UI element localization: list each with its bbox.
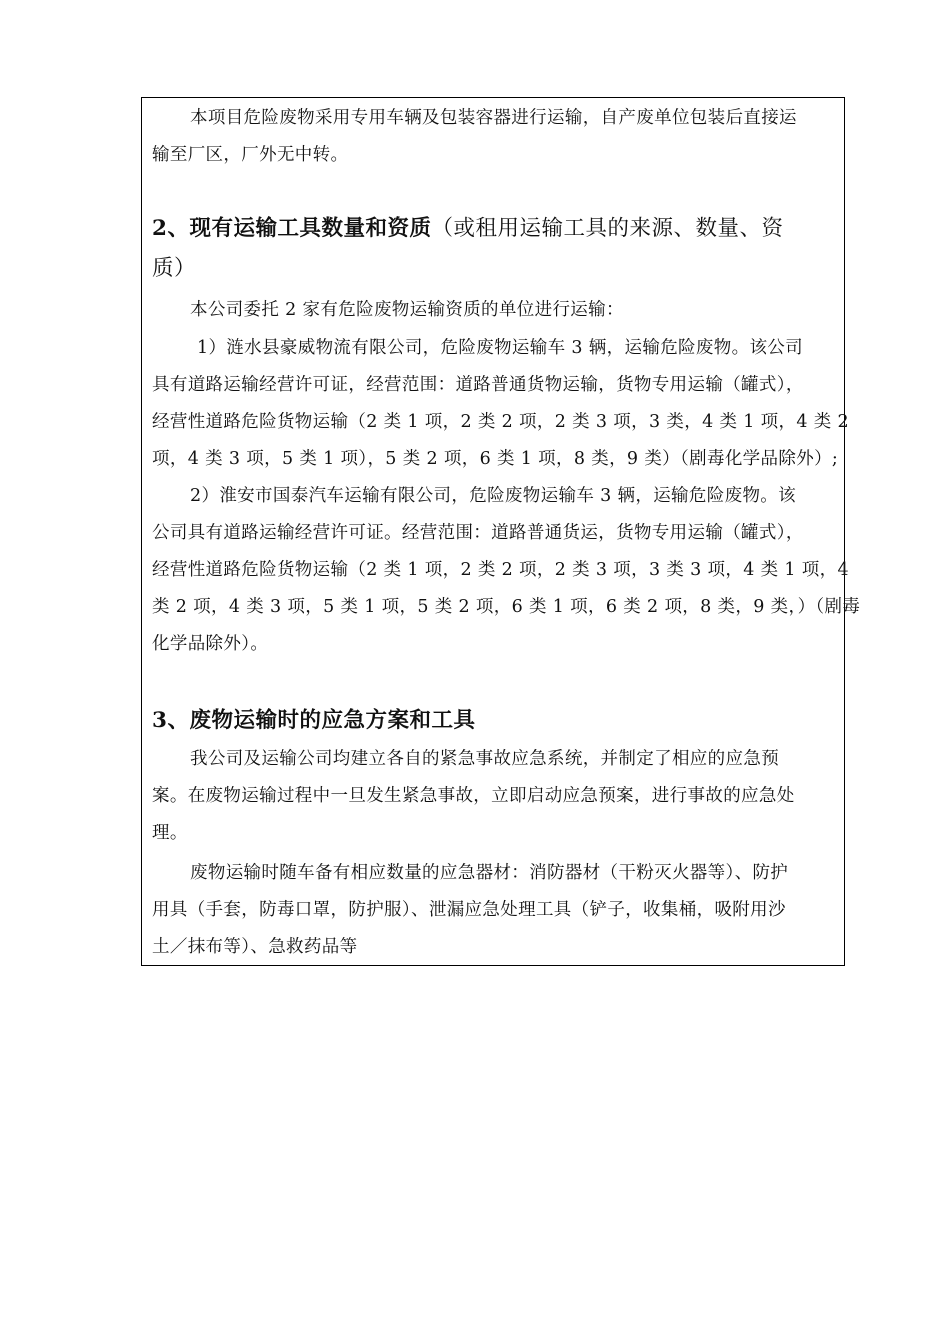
item1-line-4: 项，4 类 3 项，5 类 1 项），5 类 2 项，6 类 1 项，8 类，9 类）（剧毒化学品除外）; xyxy=(152,449,839,469)
section3-para1-line-1: 我公司及运输公司均建立各自的紧急事故应急系统，并制定了相应的应急预 xyxy=(190,749,780,769)
section3-para2-line-3: 土／抹布等）、急救药品等 xyxy=(152,937,358,957)
section2-heading-line-1 xyxy=(152,215,783,243)
section3-para2-line-1: 废物运输时随车备有相应数量的应急器材：消防器材（干粉灭火器等）、防护 xyxy=(190,863,789,883)
item1-line-3: 经营性道路危险货物运输（2 类 1 项，2 类 2 项，2 类 3 项，3 类，4 类 1 项，4 类 2 xyxy=(152,412,849,432)
section2-heading-light: （或租用运输工具的来源、数量、资 xyxy=(431,216,784,241)
section3-para1-line-2: 案。在废物运输过程中一旦发生紧急事故，立即启动应急预案，进行事故的应急处 xyxy=(152,786,795,806)
section2-heading-bold: 2、现有运输工具数量和资质 xyxy=(152,216,432,241)
section2-heading-light-2: 质） xyxy=(152,256,197,281)
section1-line-1: 本项目危险废物采用专用车辆及包装容器进行运输，自产废单位包装后直接运 xyxy=(190,108,797,128)
section3-para1-line-3: 理。 xyxy=(152,823,188,843)
section3-para2-line-2: 用具（手套，防毒口罩，防护服）、泄漏应急处理工具（铲子，收集桶，吸附用沙 xyxy=(152,900,786,920)
item2-line-1: 2）淮安市国泰汽车运输有限公司，危险废物运输车 3 辆，运输危险废物。该 xyxy=(190,486,796,506)
item2-line-4: 类 2 项，4 类 3 项，5 类 1 项，5 类 2 项，6 类 1 项，6 类 2 项，8 类，9 类，）（剧毒 xyxy=(152,597,861,617)
section2-heading-line-2 xyxy=(152,255,196,283)
item1-line-2: 具有道路运输经营许可证，经营范围：道路普通货物运输，货物专用运输（罐式）， xyxy=(152,375,804,395)
section2-intro: 本公司委托 2 家有危险废物运输资质的单位进行运输： xyxy=(190,300,624,320)
section1-line-2: 输至厂区，厂外无中转。 xyxy=(152,145,349,165)
item1-line-1: 1）涟水县豪威物流有限公司，危险废物运输车 3 辆，运输危险废物。该公司 xyxy=(197,338,803,358)
item2-line-2: 公司具有道路运输经营许可证。经营范围：道路普通货运，货物专用运输（罐式）， xyxy=(152,523,804,543)
item2-line-5: 化学品除外）。 xyxy=(152,634,269,654)
content-table-cell xyxy=(141,97,861,966)
item2-line-3: 经营性道路危险货物运输（2 类 1 项，2 类 2 项，2 类 3 项，3 类 3 项，4 类 1 项，4 xyxy=(152,560,849,580)
section3-heading: 3、废物运输时的应急方案和工具 xyxy=(152,708,476,733)
